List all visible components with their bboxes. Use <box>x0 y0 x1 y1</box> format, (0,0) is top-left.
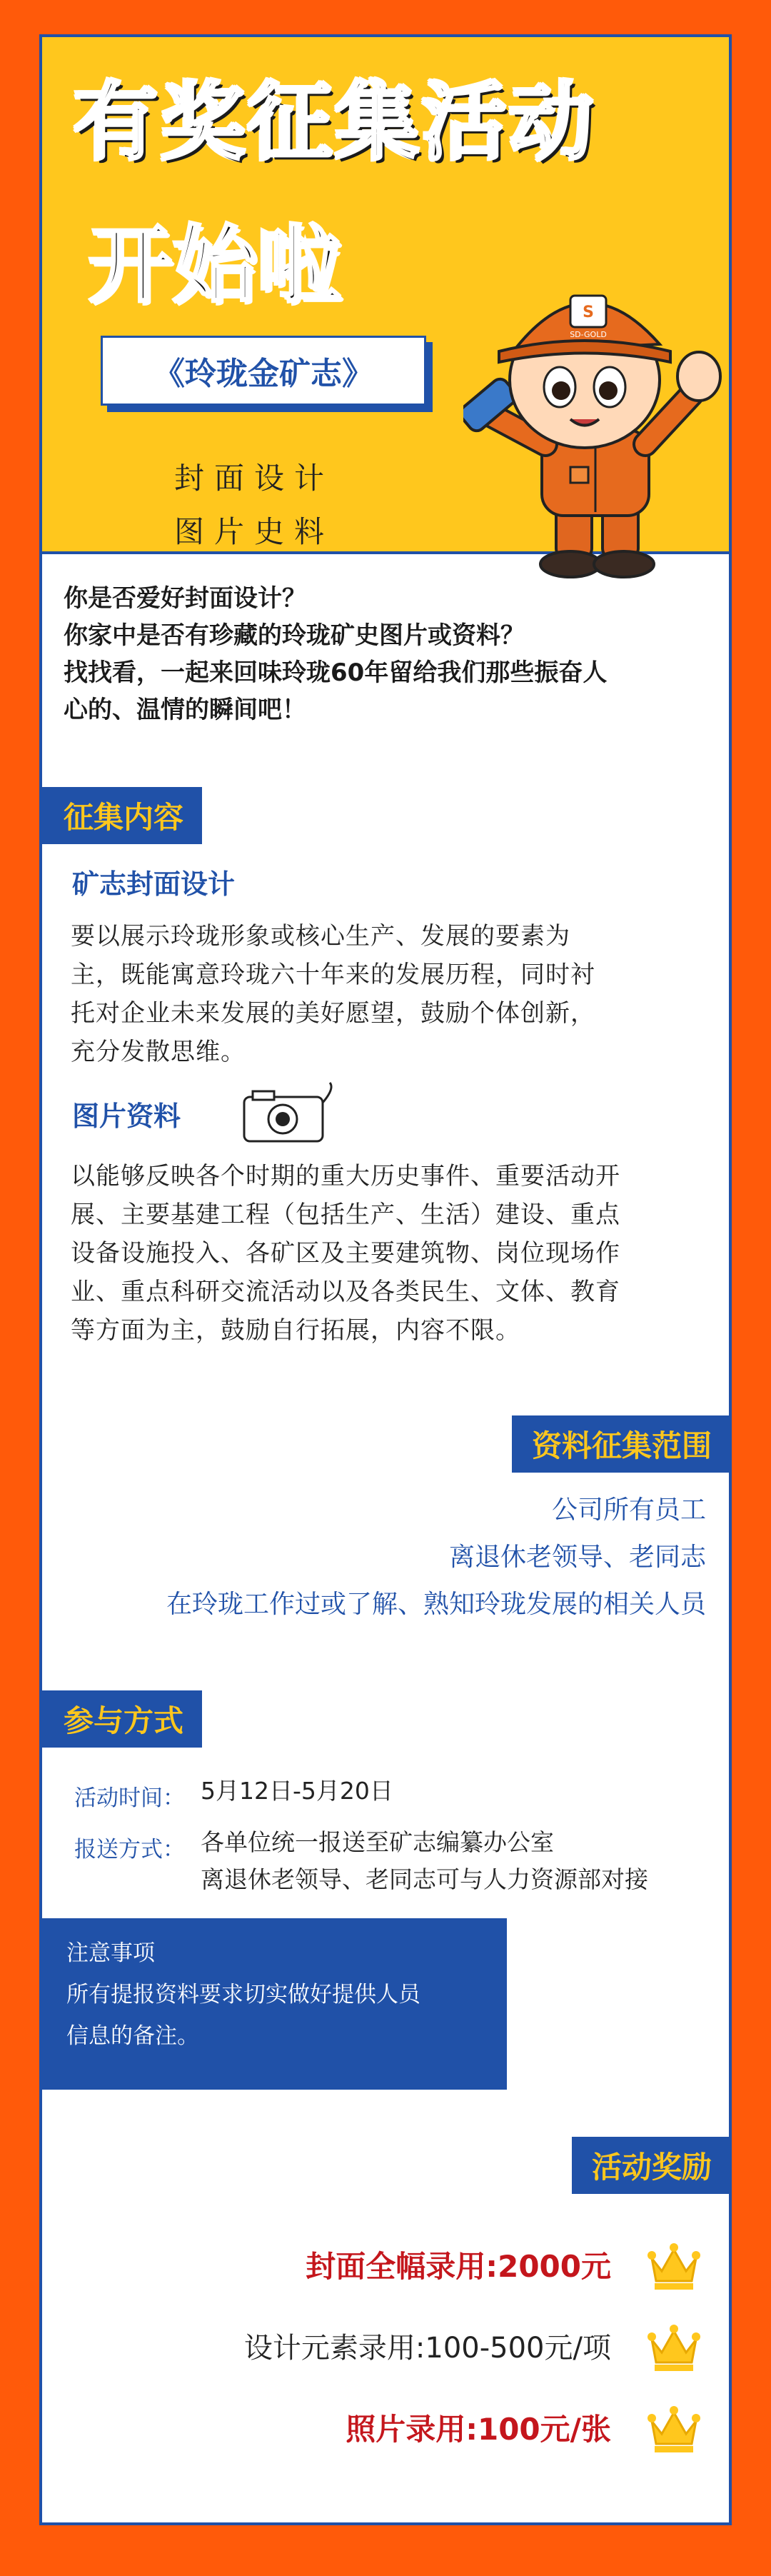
photo-material-title: 图片资料 <box>72 1101 181 1132</box>
section-tag-join: 参与方式 <box>42 1690 202 1748</box>
intro-line: 找找看，一起来回味玲珑60年留给我们那些振奋人 <box>64 658 608 687</box>
hero-line-photos: 图片史料 <box>174 514 335 549</box>
paragraph-line: 充分发散思维。 <box>71 1038 246 1066</box>
camera-icon <box>238 1081 338 1146</box>
paragraph-line: 等方面为主，鼓励自行拓展，内容不限。 <box>71 1316 520 1345</box>
notice-line: 所有提报资料要求切实做好提供人员 <box>66 1982 420 2008</box>
reward-row <box>42 2238 729 2295</box>
notice-box <box>42 1918 507 2090</box>
paragraph-line: 要以展示玲珑形象或核心生产、发展的要素为 <box>71 922 570 951</box>
submit-method-label: 报送方式： <box>74 1837 185 1863</box>
hero-line-cover: 封面设计 <box>174 461 335 496</box>
scope-item: 离退休老领导、老同志 <box>448 1543 706 1572</box>
hero-subtitle: 开始啦 <box>88 216 341 314</box>
hero-title: 有奖征集活动 <box>74 73 597 171</box>
paragraph-line: 主，既能寓意玲珑六十年来的发展历程，同时衬 <box>71 961 595 989</box>
cap-logo-text: SD-GOLD <box>570 330 607 339</box>
hero-banner <box>42 37 729 554</box>
intro-questions <box>64 580 706 728</box>
section-tag-rewards: 活动奖励 <box>572 2137 729 2194</box>
miner-mascot-icon <box>463 244 727 580</box>
intro-line: 心的、温情的瞬间吧！ <box>64 696 306 724</box>
section-tag-scope: 资料征集范围 <box>512 1415 729 1473</box>
cover-design-title: 矿志封面设计 <box>72 868 236 900</box>
reward-text: 照片录用:100元/张 <box>346 2412 611 2447</box>
journal-name: 《玲珑金矿志》 <box>153 356 373 392</box>
scope-item: 在玲珑工作过或了解、熟知玲珑发展的相关人员 <box>166 1590 706 1619</box>
paragraph-line: 设备设施投入、各矿区及主要建筑物、岗位现场作 <box>71 1239 620 1268</box>
journal-name-box <box>101 336 426 406</box>
intro-line: 你家中是否有珍藏的玲珑矿史图片或资料？ <box>64 621 525 650</box>
crown-icon <box>647 2405 700 2454</box>
submit-method-value <box>201 1824 648 1898</box>
reward-text: 设计元素录用:100-500元/项 <box>243 2332 611 2365</box>
notice-line: 信息的备注。 <box>66 2023 199 2049</box>
submit-method-line: 离退休老领导、老同志可与人力资源部对接 <box>201 1865 648 1893</box>
section-tag-content: 征集内容 <box>42 787 202 844</box>
scope-item: 公司所有员工 <box>551 1495 706 1525</box>
notice-title: 注意事项 <box>66 1940 155 1966</box>
paragraph-line: 托对企业未来发展的美好愿望，鼓励个体创新， <box>71 999 595 1028</box>
reward-row <box>42 2320 729 2377</box>
photo-material-text <box>71 1157 699 1350</box>
crown-icon <box>647 2324 700 2372</box>
paragraph-line: 业、重点科研交流活动以及各类民生、文体、教育 <box>71 1278 620 1306</box>
paragraph-line: 展、主要基建工程（包括生产、生活）建设、重点 <box>71 1201 620 1229</box>
reward-text: 封面全幅录用:2000元 <box>306 2249 611 2284</box>
cover-design-text <box>71 917 699 1071</box>
crown-icon <box>647 2242 700 2291</box>
paragraph-line: 以能够反映各个时期的重大历史事件、重要活动开 <box>71 1162 620 1191</box>
poster-card <box>39 34 732 2525</box>
intro-line: 你是否爱好封面设计？ <box>64 584 306 613</box>
reward-row <box>42 2401 729 2458</box>
svg-text:S: S <box>583 304 594 321</box>
activity-time-label: 活动时间： <box>74 1785 185 1811</box>
activity-time-value: 5月12日-5月20日 <box>201 1777 393 1805</box>
scope-list <box>64 1487 706 1628</box>
submit-method-line: 各单位统一报送至矿志编纂办公室 <box>201 1828 554 1856</box>
